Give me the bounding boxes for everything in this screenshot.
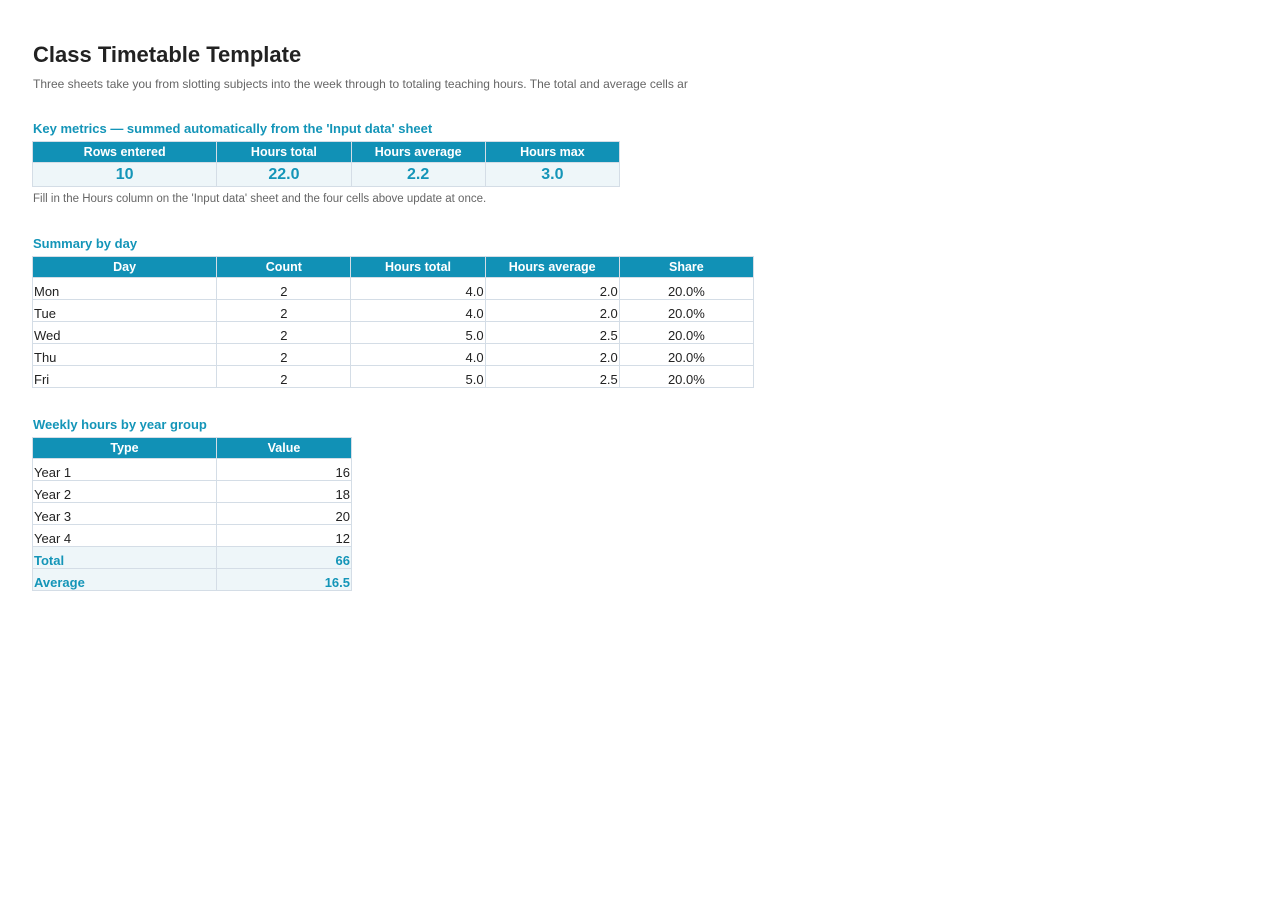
cell-share[interactable]: 20.0% — [619, 300, 753, 322]
cell-value[interactable]: 12 — [217, 525, 352, 547]
weekly-hours-header-row — [33, 438, 352, 459]
cell-day[interactable]: Mon — [33, 278, 217, 300]
cell-share[interactable]: 20.0% — [619, 278, 753, 300]
table-row — [33, 300, 754, 322]
cell-hours-average[interactable]: 2.5 — [485, 366, 619, 388]
cell-count[interactable]: 2 — [217, 278, 351, 300]
cell-value[interactable]: 18 — [217, 481, 352, 503]
key-metrics-header-row — [33, 142, 620, 163]
cell-type[interactable]: Year 3 — [33, 503, 217, 525]
cell-count[interactable]: 2 — [217, 300, 351, 322]
cell-hours-average[interactable]: 2.0 — [485, 344, 619, 366]
weekly-hours-heading: Weekly hours by year group — [33, 417, 207, 432]
cell-share[interactable]: 20.0% — [619, 322, 753, 344]
cell-day[interactable]: Wed — [33, 322, 217, 344]
total-value[interactable]: 66 — [217, 547, 352, 569]
cell-count[interactable]: 2 — [217, 322, 351, 344]
cell-count[interactable]: 2 — [217, 344, 351, 366]
cell-hours-total[interactable]: 5.0 — [351, 322, 485, 344]
cell-value[interactable]: 16 — [217, 459, 352, 481]
cell-hours-total[interactable]: 4.0 — [351, 344, 485, 366]
cell-hours-average[interactable]: 2.0 — [485, 278, 619, 300]
column-header-hours-max[interactable]: Hours max — [485, 142, 619, 163]
cell-share[interactable]: 20.0% — [619, 366, 753, 388]
weekly-hours-table — [32, 437, 352, 591]
column-header-type[interactable]: Type — [33, 438, 217, 459]
page-subtitle: Three sheets take you from slotting subjects into the week through to totaling teaching hours. The total and average cells ar — [33, 77, 688, 91]
cell-value[interactable]: 20 — [217, 503, 352, 525]
table-row — [33, 278, 754, 300]
column-header-count[interactable]: Count — [217, 257, 351, 278]
metric-hours-max[interactable]: 3.0 — [485, 163, 619, 187]
cell-hours-total[interactable]: 4.0 — [351, 278, 485, 300]
column-header-share[interactable]: Share — [619, 257, 753, 278]
total-row — [33, 547, 352, 569]
cell-type[interactable]: Year 2 — [33, 481, 217, 503]
cell-type[interactable]: Year 1 — [33, 459, 217, 481]
summary-by-day-heading: Summary by day — [33, 236, 138, 251]
cell-hours-total[interactable]: 4.0 — [351, 300, 485, 322]
cell-day[interactable]: Thu — [33, 344, 217, 366]
table-row — [33, 459, 352, 481]
page-title: Class Timetable Template — [33, 42, 302, 67]
table-row — [33, 503, 352, 525]
summary-by-day-header-row — [33, 257, 754, 278]
total-label[interactable]: Total — [33, 547, 217, 569]
metric-rows-entered[interactable]: 10 — [33, 163, 217, 187]
average-row — [33, 569, 352, 591]
column-header-hours-average[interactable]: Hours average — [485, 257, 619, 278]
cell-day[interactable]: Tue — [33, 300, 217, 322]
average-value[interactable]: 16.5 — [217, 569, 352, 591]
metric-hours-total[interactable]: 22.0 — [217, 163, 351, 187]
cell-hours-total[interactable]: 5.0 — [351, 366, 485, 388]
table-row — [33, 322, 754, 344]
column-header-value[interactable]: Value — [217, 438, 352, 459]
cell-count[interactable]: 2 — [217, 366, 351, 388]
table-row — [33, 525, 352, 547]
table-row — [33, 366, 754, 388]
key-metrics-table — [32, 141, 620, 187]
key-metrics-note: Fill in the Hours column on the 'Input data' sheet and the four cells above update at once. — [33, 193, 487, 205]
column-header-day[interactable]: Day — [33, 257, 217, 278]
column-header-hours-total[interactable]: Hours total — [217, 142, 351, 163]
average-label[interactable]: Average — [33, 569, 217, 591]
column-header-rows-entered[interactable]: Rows entered — [33, 142, 217, 163]
key-metrics-value-row — [33, 163, 620, 187]
cell-share[interactable]: 20.0% — [619, 344, 753, 366]
table-row — [33, 481, 352, 503]
cell-day[interactable]: Fri — [33, 366, 217, 388]
cell-type[interactable]: Year 4 — [33, 525, 217, 547]
key-metrics-heading: Key metrics — summed automatically from the 'Input data' sheet — [33, 121, 433, 136]
cell-hours-average[interactable]: 2.0 — [485, 300, 619, 322]
table-row — [33, 344, 754, 366]
column-header-hours-average[interactable]: Hours average — [351, 142, 485, 163]
metric-hours-average[interactable]: 2.2 — [351, 163, 485, 187]
summary-by-day-table — [32, 256, 754, 388]
cell-hours-average[interactable]: 2.5 — [485, 322, 619, 344]
column-header-hours-total[interactable]: Hours total — [351, 257, 485, 278]
